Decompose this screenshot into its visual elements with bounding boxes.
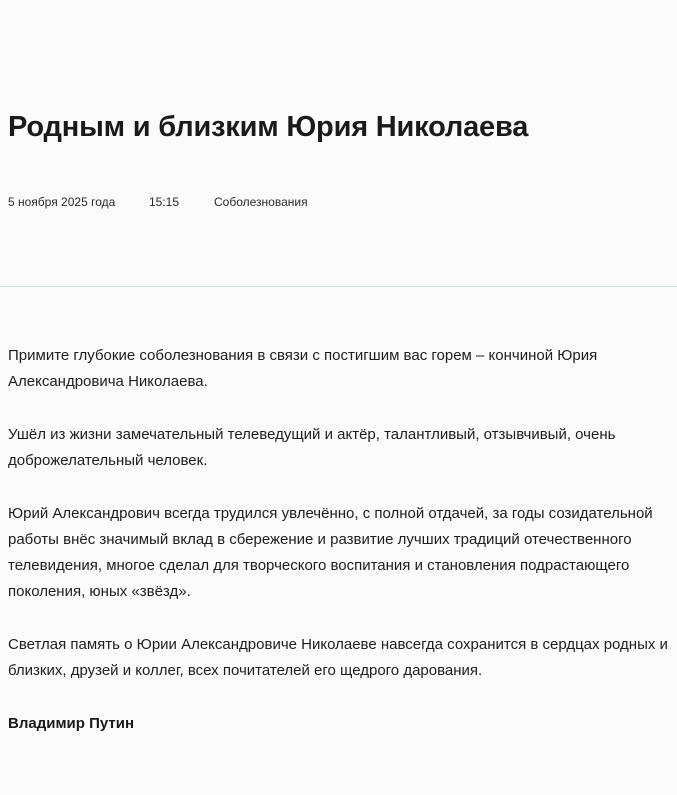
signature: Владимир Путин — [8, 715, 135, 732]
paragraph-1: Примите глубокие соболезнования в связи с постигшим вас горем – кончиной Юрия Александровича Николаева. — [8, 347, 598, 390]
page-title: Родным и близким Юрия Николаева — [8, 111, 529, 143]
paragraph-4: Светлая память о Юрии Александровиче Николаеве навсегда сохранится в сердцах родных и близких, друзей и коллег, всех почитателей его щедрого дарования. — [8, 636, 668, 679]
publish-date: 5 ноября 2025 года — [8, 195, 116, 209]
paragraph-2: Ушёл из жизни замечательный телеведущий и актёр, талантливый, отзывчивый, очень доброжелательный человек. — [8, 426, 616, 469]
category-link[interactable]: Соболезнования — [214, 195, 308, 209]
article-meta — [8, 193, 308, 211]
article-body — [8, 343, 668, 737]
article-header — [0, 0, 677, 286]
header-divider — [0, 286, 677, 287]
paragraph-3: Юрий Александрович всегда трудился увлечённо, с полной отдачей, за годы созидательной работы внёс значимый вклад в сбережение и развитие лучших традиций отечественного телевидения, многое сделал для творческого воспитания и становления подрастающего поколения, юных «звёзд». — [8, 505, 653, 600]
publish-time: 15:15 — [149, 195, 180, 209]
